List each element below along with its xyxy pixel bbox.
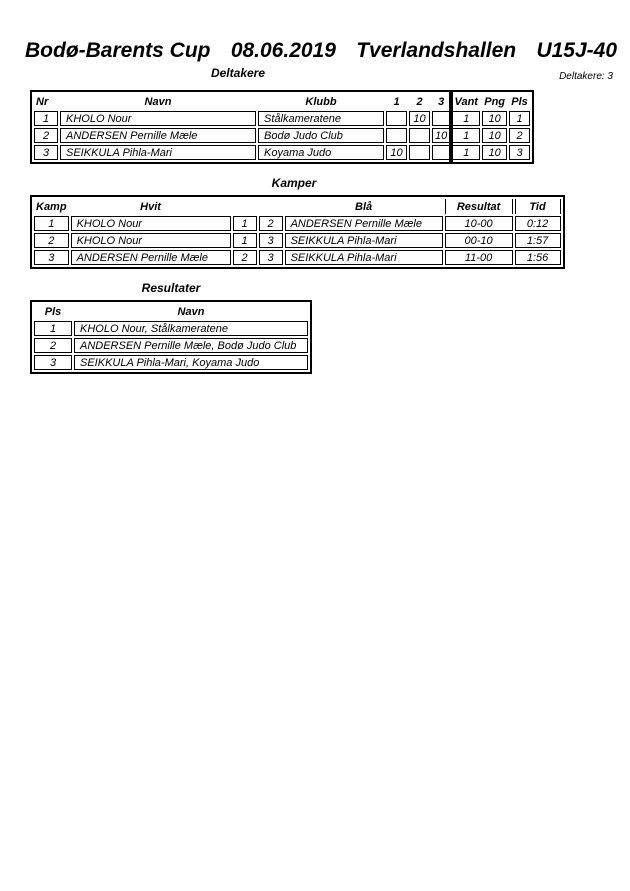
white-player-nr: 1 [233,233,257,248]
table-row [34,128,530,143]
place: 3 [509,145,530,160]
match-nr: 2 [34,233,69,248]
kamper-table-grid [30,195,565,269]
kamper-table [30,195,565,269]
resultater-header-row [34,304,308,319]
place: 1 [509,111,530,126]
results-group-separator-line [449,90,453,164]
table-row [34,321,308,336]
match-time: 1:56 [515,250,561,265]
kamper-header-tid: Tid [515,199,561,214]
deltakere-header-vant: Vant [454,95,478,108]
score-round-1 [386,111,407,126]
wins-count: 1 [452,111,480,126]
white-player-name: KHOLO Nour [71,233,231,248]
participant-nr: 1 [34,111,58,126]
white-player-name: ANDERSEN Pernille Mæle [71,250,231,265]
match-nr: 1 [34,216,69,231]
table-row [34,145,530,160]
title-event: Bodø-Barents Cup [25,39,211,62]
deltakere-header-round-2: 2 [416,95,423,108]
kamper-header-bla-nr [259,199,283,214]
deltakere-header-navn: Navn [144,95,172,108]
kamper-header-resultat: Resultat [445,199,513,214]
section-label-resultater: Resultater [141,281,201,295]
table-row [34,250,561,265]
section-label-deltakere: Deltakere [210,66,266,80]
section-label-kamper: Kamper [271,176,317,190]
participant-club: Koyama Judo [258,145,384,160]
participant-name: KHOLO Nour [60,111,256,126]
blue-player-name: ANDERSEN Pernille Mæle [285,216,443,231]
participant-nr: 3 [34,145,58,160]
match-result: 00-10 [445,233,513,248]
blue-player-nr: 3 [259,233,283,248]
final-name-club: KHOLO Nour, Stålkameratene [74,321,308,336]
deltakere-header-klubb: Klubb [305,95,337,108]
title-category: U15J-40 [536,39,617,62]
deltakere-header-png: Png [484,95,506,108]
participant-name: ANDERSEN Pernille Mæle [60,128,256,143]
wins-count: 1 [452,145,480,160]
blue-player-name: SEIKKULA Pihla-Mari [285,250,443,265]
deltakere-table [30,90,534,164]
participants-count: Deltakere: 3 [559,71,613,82]
resultater-header-pls: Pls [44,305,62,318]
deltakere-table-grid [30,90,534,164]
deltakere-header-nr: Nr [36,95,49,108]
score-round-3: 10 [432,128,450,143]
kamper-header-hvit-nr [233,199,257,214]
deltakere-header-pls: Pls [511,95,528,108]
final-place: 2 [34,338,72,353]
deltakere-header-round-3: 3 [438,95,445,108]
score-round-1 [386,128,407,143]
white-player-nr: 1 [233,216,257,231]
table-row [34,338,308,353]
points-count: 10 [482,145,507,160]
kamper-header-kamp: Kamp [36,200,67,213]
deltakere-header-round-1: 1 [393,95,400,108]
table-row [34,111,530,126]
deltakere-header-row [34,94,530,109]
final-name-club: SEIKKULA Pihla-Mari, Koyama Judo [74,355,308,370]
final-name-club: ANDERSEN Pernille Mæle, Bodø Judo Club [74,338,308,353]
participant-nr: 2 [34,128,58,143]
final-place: 3 [34,355,72,370]
participant-club: Stålkameratene [258,111,384,126]
resultater-header-navn: Navn [177,305,205,318]
white-player-name: KHOLO Nour [71,216,231,231]
match-time: 1:57 [515,233,561,248]
page-title [25,39,617,63]
points-count: 10 [482,128,507,143]
kamper-header-bla: Blå [355,200,373,213]
table-row [34,355,308,370]
participant-club: Bodø Judo Club [258,128,384,143]
resultater-table-grid [30,300,312,374]
white-player-nr: 2 [233,250,257,265]
match-time: 0:12 [515,216,561,231]
kamper-header-row [34,199,561,214]
participant-name: SEIKKULA Pihla-Mari [60,145,256,160]
points-count: 10 [482,111,507,126]
blue-player-nr: 3 [259,250,283,265]
table-row [34,216,561,231]
score-round-2: 10 [409,111,430,126]
title-date: 08.06.2019 [230,39,336,62]
blue-player-nr: 2 [259,216,283,231]
score-round-2 [409,145,430,160]
score-round-3 [432,111,450,126]
match-nr: 3 [34,250,69,265]
final-place: 1 [34,321,72,336]
title-venue: Tverlandshallen [356,39,517,62]
match-result: 11-00 [445,250,513,265]
resultater-table [30,300,312,374]
score-round-2 [409,128,430,143]
score-round-1: 10 [386,145,407,160]
blue-player-name: SEIKKULA Pihla-Mari [285,233,443,248]
kamper-header-hvit: Hvit [140,200,161,213]
match-result: 10-00 [445,216,513,231]
score-round-3 [432,145,450,160]
table-row [34,233,561,248]
place: 2 [509,128,530,143]
wins-count: 1 [452,128,480,143]
